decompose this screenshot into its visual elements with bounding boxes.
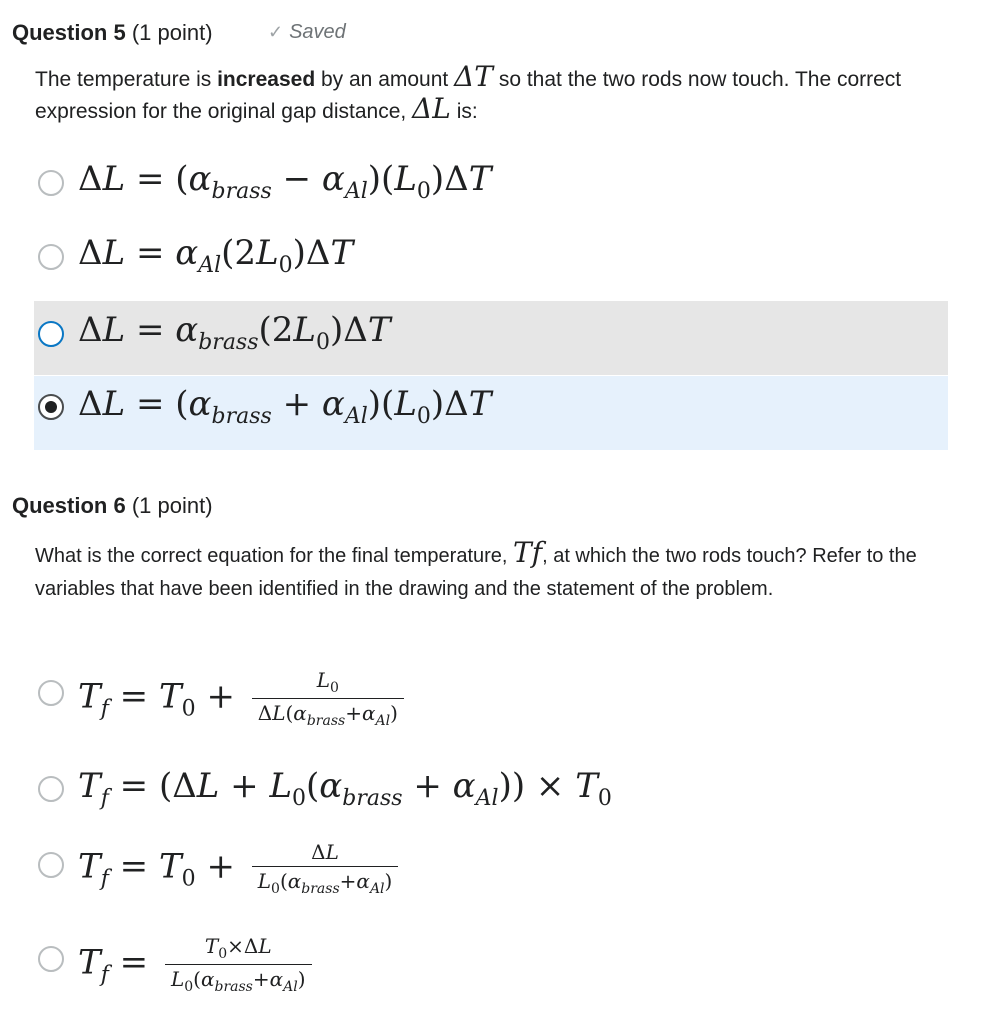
q5-option-2[interactable] (34, 219, 948, 293)
delta-t-symbol: ΔT (454, 60, 493, 93)
q6-option-3-formula: $T_f = T_0$ + $\frac{\Delta L}{L_0(\alpha_{brass}+\alpha_{Al})}$ (78, 840, 398, 897)
q6-option-1[interactable] (34, 660, 948, 734)
q5-option-1-formula: $\Delta L = (\alpha_{brass} - \alpha_{Al})(L_0)\Delta T$ (78, 159, 492, 204)
q6-option-3[interactable] (34, 834, 948, 908)
radio-button[interactable] (38, 852, 64, 878)
check-icon: ✓ (268, 22, 284, 42)
q6-option-2[interactable] (34, 748, 948, 822)
q5-option-2-formula: $\Delta L = \alpha_{Al}(2L_0)\Delta T$ (78, 233, 354, 278)
question-5-prompt: The temperature is increased by an amount ΔT so that the two rods now touch. The correct expression for the original gap distance, ΔL is: (35, 60, 902, 125)
radio-button[interactable] (38, 244, 64, 270)
q6-option-1-formula: $T_f = T_0$ + $\frac{L_0}{\Delta L(\alpha_{brass}+\alpha_{Al})}$ (78, 668, 404, 729)
question-6-label: Question 6 (12, 493, 126, 518)
q5-option-3[interactable] (34, 301, 948, 375)
question-5-label: Question 5 (12, 20, 126, 45)
q5-option-4[interactable] (34, 376, 948, 450)
q6-option-2-formula: $T_f = (\Delta L + L_0(\alpha_{brass} + \alpha_{Al})) \times T_0$ (78, 766, 612, 811)
q5-option-4-formula: $\Delta L = (\alpha_{brass} + \alpha_{Al})(L_0)\Delta T$ (78, 384, 492, 429)
question-6-header (12, 493, 213, 519)
q6-option-4-formula: $T_f$ = $\frac{T_0\times\Delta L}{L_0(\alpha_{brass}+\alpha_{Al})}$ (78, 934, 312, 995)
question-5-points: (1 point) (131, 20, 213, 45)
q6-option-4[interactable] (34, 928, 948, 1002)
q5-option-3-formula: $\Delta L = \alpha_{brass}(2L_0)\Delta T$ (78, 310, 391, 355)
saved-label: Saved (289, 21, 346, 43)
radio-button[interactable] (38, 170, 64, 196)
question-6-points: (1 point) (131, 493, 213, 518)
radio-button[interactable] (38, 321, 64, 347)
q5-option-1[interactable] (34, 145, 948, 219)
radio-button[interactable] (38, 776, 64, 802)
radio-button[interactable] (38, 946, 64, 972)
question-5-header (12, 20, 213, 46)
delta-l-symbol: ΔL (412, 92, 451, 125)
radio-button-selected[interactable] (38, 394, 64, 420)
question-6-prompt: What is the correct equation for the final temperature, Tf, at which the two rods touch? Refer to the variables that have been identified in the drawing and the statement of the problem. (35, 536, 917, 600)
tf-symbol: Tf (513, 536, 543, 569)
radio-button[interactable] (38, 680, 64, 706)
saved-status (268, 21, 346, 44)
